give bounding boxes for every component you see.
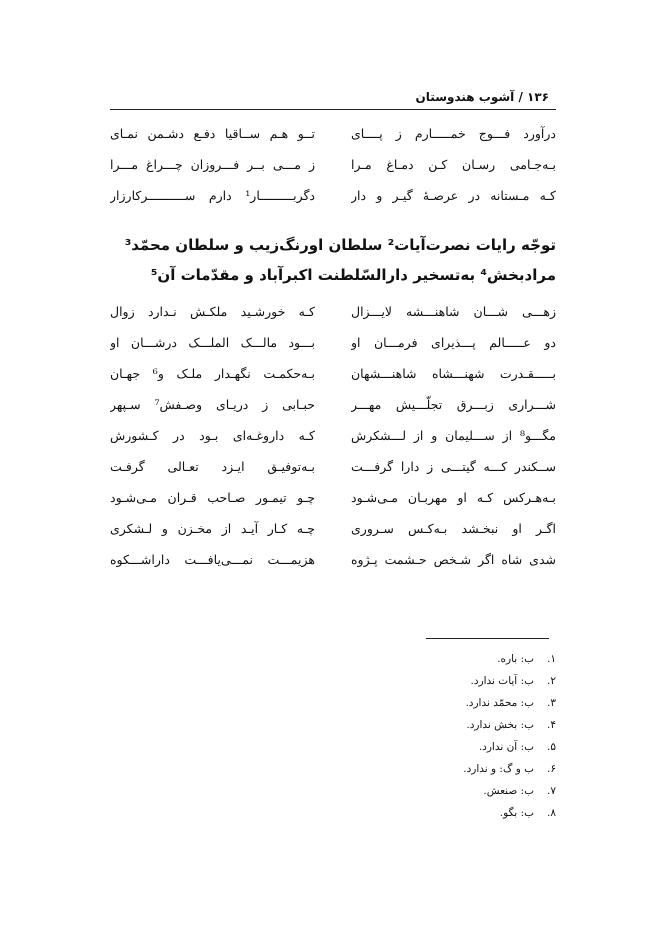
first-hemistich: زهـــی شـــان شاهنـــشه لایـــزال	[351, 304, 556, 319]
verse-row	[110, 451, 556, 482]
footnote	[256, 758, 556, 780]
verse-row	[110, 180, 556, 211]
footnote-number: ۷.	[547, 785, 556, 797]
first-hemistich: دو عـــــالم پـــذیرای فرمـــان او	[351, 335, 556, 350]
second-hemistich: ز مـــی بــر فـــروزان چـــراغ مـــرا	[110, 157, 315, 172]
verse-row	[110, 544, 556, 575]
verse-row	[110, 420, 556, 451]
footnote-text: ب: باره.	[497, 653, 534, 665]
footnote	[256, 802, 556, 824]
second-hemistich: کـه داروغـه‌ای بـود در کـشورش	[110, 428, 315, 443]
footnote	[256, 670, 556, 692]
footnote-text: ب: بگو.	[499, 807, 534, 819]
footnote	[256, 780, 556, 802]
first-hemistich: بـــــقـدرت شهنـــشاه شاهنـــشهان	[351, 366, 556, 381]
footnote	[256, 648, 556, 670]
verse-row	[110, 513, 556, 544]
verse-row	[110, 389, 556, 420]
footnote-number: ۸.	[547, 807, 556, 819]
second-hemistich: بـه‌توفیـق ایـزد تعـالی گرفـت	[110, 459, 315, 474]
verse-row	[110, 149, 556, 180]
verse-row	[110, 118, 556, 149]
first-hemistich: اگـر او نبخـشد بـه‌کـس سـروری	[351, 521, 556, 536]
second-hemistich: دگربـــــــــار¹ دارم ســــــــــرکارزار	[110, 188, 315, 203]
section-title-line-2: مرادبخش⁴ به‌تسخیر دارالسّلطنت اکبرآباد و مقدّمات آن⁵	[150, 266, 556, 284]
verse-row	[110, 358, 556, 389]
first-hemistich: کـه مـستانه در عرصـهٔ گیـر و دار	[351, 188, 556, 203]
first-hemistich: ســکندر کـــه گیتـــی ز دارا گرفـــت	[351, 459, 556, 474]
section-title-line-1: توجّه رایات نصرت‌آیات² سلطان اورنگ‌زیب و سلطان محمّد³	[124, 236, 556, 254]
second-hemistich: هزیمـــت نمـــی‌یافـــت داراشـــکوه	[110, 552, 315, 567]
footnote-rule	[426, 638, 549, 639]
footnote	[256, 714, 556, 736]
footnote-number: ۱.	[547, 653, 556, 665]
footnotes-list	[256, 648, 556, 824]
footnote-text: ب: بخش ندارد.	[466, 719, 534, 731]
first-hemistich: بـه‌هـرکس کـه او مهربـان مـی‌شـود	[351, 490, 556, 505]
running-head: ۱۳۶ / آشوب هندوستان	[415, 90, 549, 104]
footnote-number: ۳.	[547, 697, 556, 709]
header-rule	[110, 109, 556, 110]
second-hemistich: چـه کـار آیـد از مخـزن و لـشکری	[110, 521, 315, 536]
first-hemistich: مگـــو⁸ از ســـلیمان و از لـــشکرش	[351, 428, 556, 443]
footnote	[256, 736, 556, 758]
first-hemistich: شدی شاه اگر شـخص حـشمت پـژوه	[351, 552, 556, 567]
first-hemistich: بـه‌جـامی رسـان کـن دمـاغ مـرا	[351, 157, 556, 172]
second-hemistich: حبـابی ز دریـای وصـفش⁷ سـپهر	[110, 397, 315, 412]
second-hemistich: بـــود مالـــک الملـــک درشـــان او	[110, 335, 315, 350]
second-hemistich: تــو هـم ســاقیا دفـع دشـمن نمـای	[110, 126, 315, 141]
second-hemistich: کـه خورشـید ملکـش نـدارد زوال	[110, 304, 315, 319]
footnote-text: ب: آن ندارد.	[478, 741, 534, 753]
footnote-text: ب: صنعش.	[483, 785, 534, 797]
footnote	[256, 692, 556, 714]
verses-top	[110, 118, 556, 211]
verse-row	[110, 296, 556, 327]
footnote-text: ب: آیات ندارد.	[470, 675, 534, 687]
first-hemistich: شـــراری زبـــرق تجلّـــیش مهـــر	[351, 397, 556, 412]
verses-bottom	[110, 296, 556, 575]
first-hemistich: درآورد فـــوج خمـــــارم ز پــــای	[351, 126, 556, 141]
footnote-text: ب: محمّد ندارد.	[465, 697, 534, 709]
footnote-number: ۲.	[547, 675, 556, 687]
footnote-number: ۴.	[547, 719, 556, 731]
verse-row	[110, 327, 556, 358]
second-hemistich: بـه‌حکمـت نگهـدار ملـک و⁶ جهـان	[110, 366, 315, 381]
verse-row	[110, 482, 556, 513]
footnote-text: ب و گ: و ندارد.	[463, 763, 534, 775]
footnote-number: ۵.	[547, 741, 556, 753]
footnote-number: ۶.	[547, 763, 556, 775]
second-hemistich: چـو تیمـور صـاحب قـران مـی‌شـود	[110, 490, 315, 505]
